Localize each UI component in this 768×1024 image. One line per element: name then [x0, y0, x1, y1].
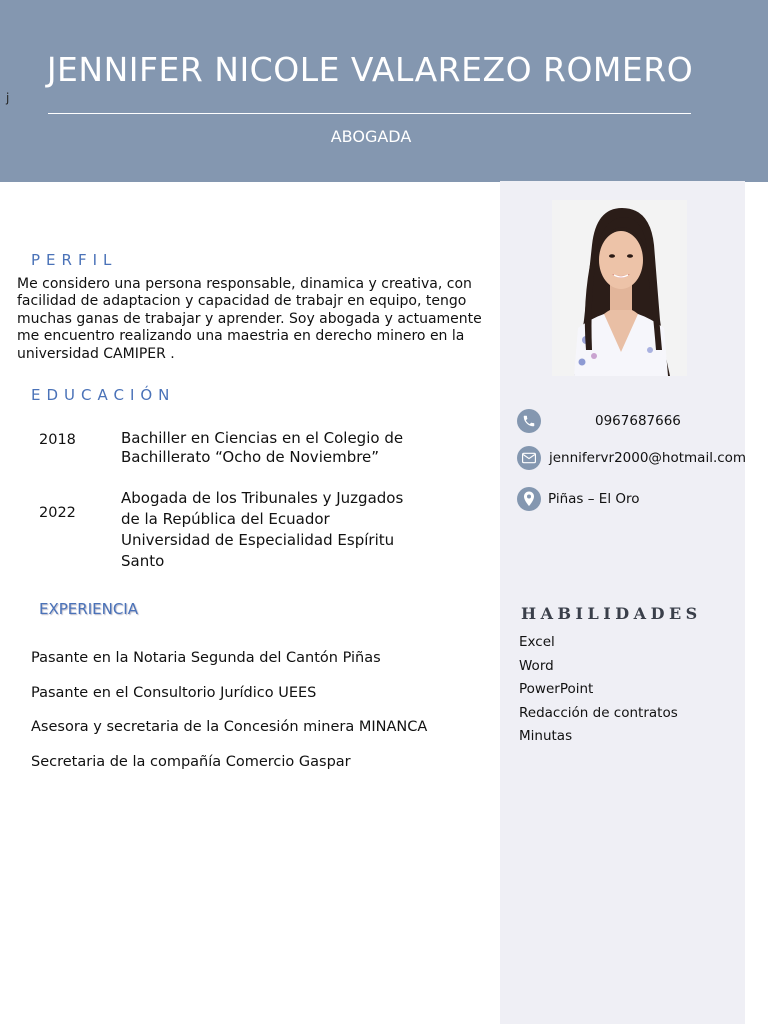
exp-item-3: Asesora y secretaria de la Concesión minera MINANCA: [31, 719, 428, 735]
edu-desc-1: Bachiller en Ciencias en el Colegio de Bachillerato “Ocho de Noviembre”: [121, 429, 404, 466]
skill-item: Minutas: [519, 728, 573, 744]
location-text: Piñas – El Oro: [548, 491, 640, 507]
edu-year-2: 2022: [39, 505, 76, 521]
perfil-heading: PERFIL: [31, 251, 118, 269]
edu-desc-2: Abogada de los Tribunales y Juzgados de la República del Ecuador Universidad de Especialidad Espíritu Santo: [121, 489, 404, 570]
exp-item-4: Secretaria de la compañía Comercio Gaspar: [31, 754, 351, 770]
skill-item: PowerPoint: [519, 681, 594, 697]
email-address[interactable]: jennifervr2000@hotmail.com: [549, 450, 747, 466]
exp-item-1: Pasante en la Notaria Segunda del Cantón Piñas: [31, 650, 381, 666]
skill-item: Excel: [519, 634, 555, 650]
location-pin-icon: [517, 487, 541, 511]
candidate-name: JENNIFER NICOLE VALAREZO ROMERO: [46, 50, 694, 89]
profile-photo: [552, 200, 687, 376]
experiencia-heading: EXPERIENCIA: [39, 600, 138, 618]
phone-number: 0967687666: [595, 413, 681, 429]
perfil-text: Me considero una persona responsable, dinamica y creativa, con facilidad de adaptacion y capacidad de trabajr en equipo, tengo muchas ganas de trabajar y aprender. Soy abogada y actuamente me encuentro realizando una maestria en derecho minero en la universidad CAMIPER .: [17, 276, 482, 362]
header-banner: [0, 0, 768, 182]
job-title: ABOGADA: [330, 127, 412, 146]
skill-item: Redacción de contratos: [519, 705, 678, 721]
habilidades-heading: HABILIDADES: [521, 604, 702, 623]
exp-item-2: Pasante en el Consultorio Jurídico UEES: [31, 685, 317, 701]
phone-icon: [517, 409, 541, 433]
stray-character: j: [6, 91, 10, 105]
edu-year-1: 2018: [39, 432, 76, 448]
email-icon: [517, 446, 541, 470]
educacion-heading: EDUCACIÓN: [31, 386, 176, 404]
skill-item: Word: [519, 658, 554, 674]
header-divider: [48, 113, 691, 114]
